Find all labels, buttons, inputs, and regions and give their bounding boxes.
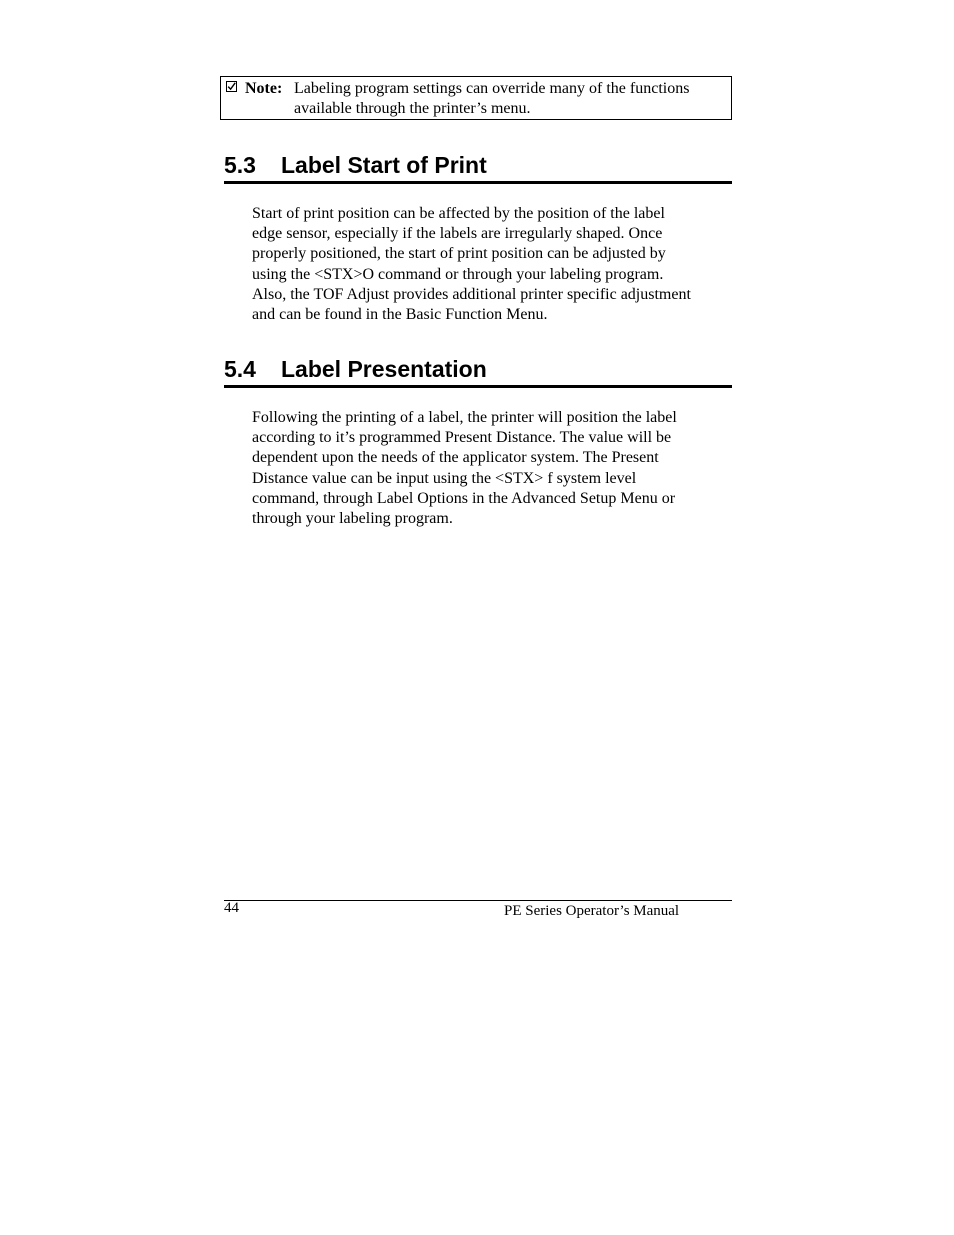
paragraph-line: using the <STX>O command or through your labeling program. — [252, 265, 664, 283]
section-number: 5.3 — [224, 152, 256, 178]
section-heading-5-3 — [224, 148, 732, 184]
note-line: Labeling program settings can override many of the functions — [294, 80, 690, 97]
paragraph-line: through your labeling program. — [252, 510, 453, 528]
paragraph-line: properly positioned, the start of print position can be adjusted by — [252, 245, 666, 263]
section-paragraph-5-3 — [252, 204, 732, 325]
paragraph-line: dependent upon the needs of the applicator system. The Present — [252, 449, 659, 467]
section-title: Label Start of Print — [281, 152, 487, 178]
page-number: 44 — [224, 900, 239, 916]
section-paragraph-5-4 — [252, 408, 732, 529]
paragraph-line: Following the printing of a label, the printer will position the label — [252, 409, 677, 426]
footer-manual-title: PE Series Operator’s Manual — [504, 903, 680, 919]
paragraph-line: Start of print position can be affected by the position of the label — [252, 205, 665, 222]
note-box — [220, 76, 732, 120]
paragraph-line: according to it’s programmed Present Distance. The value will be — [252, 429, 672, 447]
paragraph-line: Also, the TOF Adjust provides additional printer specific adjustment — [252, 285, 691, 303]
paragraph-line: command, through Label Options in the Advanced Setup Menu or — [252, 489, 676, 507]
section-heading-5-4 — [224, 352, 732, 388]
section-title: Label Presentation — [281, 356, 487, 382]
note-label: Note: — [245, 80, 283, 97]
note-line: available through the printer’s menu. — [294, 100, 531, 117]
paragraph-line: and can be found in the Basic Function Menu. — [252, 306, 548, 324]
footer-rule — [224, 900, 732, 901]
section-number: 5.4 — [224, 356, 256, 382]
paragraph-line: Distance value can be input using the <STX> f system level — [252, 469, 637, 487]
checkbox-icon — [226, 81, 237, 92]
note-text — [294, 79, 730, 119]
paragraph-line: edge sensor, especially if the labels are irregularly shaped. Once — [252, 225, 663, 243]
